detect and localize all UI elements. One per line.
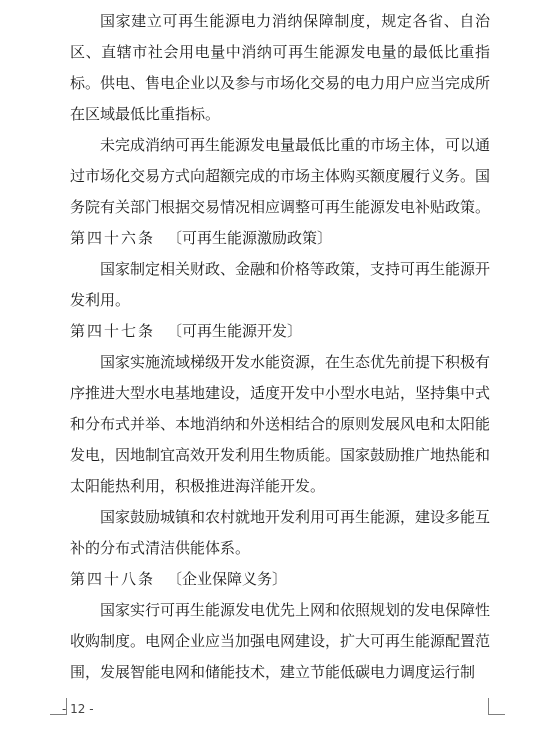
article-number: 第四十七条 bbox=[70, 322, 156, 340]
body-paragraph-4: 国家实施流域梯级开发水能资源，在生态优先前提下积极有序推进大型水电基地建设，适度开发中小型水电站，坚持集中式和分布式并举、本地消纳和外送相结合的原则发展风电和太阳能发电，因地制宜高效开发利用生物质能。国家鼓励推广地热能和太阳能热利用，积极推进海洋能开发。 bbox=[70, 353, 491, 495]
article-number: 第四十六条 bbox=[70, 229, 156, 247]
body-paragraph-3: 国家制定相关财政、金融和价格等政策，支持可再生能源开发利用。 bbox=[70, 260, 491, 309]
article-title: 〔可再生能源激励政策〕 bbox=[167, 229, 333, 247]
article-number: 第四十八条 bbox=[70, 570, 156, 588]
article-title: 〔可再生能源开发〕 bbox=[167, 322, 303, 340]
body-paragraph-5: 国家鼓励城镇和农村就地开发利用可再生能源，建设多能互补的分布式清洁供能体系。 bbox=[70, 508, 491, 557]
article-heading-46 bbox=[70, 223, 490, 254]
article-title: 〔企业保障义务〕 bbox=[167, 570, 288, 588]
body-paragraph-2: 未完成消纳可再生能源发电量最低比重的市场主体，可以通过市场化交易方式向超额完成的市场主体购买额度履行义务。国务院有关部门根据交易情况相应调整可再生能源发电补贴政策。 bbox=[70, 136, 491, 216]
article-heading-48 bbox=[70, 564, 490, 595]
article-heading-47 bbox=[70, 316, 490, 347]
body-paragraph-6: 国家实行可再生能源发电优先上网和依照规划的发电保障性收购制度。电网企业应当加强电网建设，扩大可再生能源配置范围，发展智能电网和储能技术，建立节能低碳电力调度运行制 bbox=[70, 601, 491, 681]
body-paragraph-1: 国家建立可再生能源电力消纳保障制度，规定各省、自治区、直辖市社会用电量中消纳可再生能源发电量的最低比重指标。供电、售电企业以及参与市场化交易的电力用户应当完成所在区域最低比重指标。 bbox=[70, 12, 491, 123]
document-body bbox=[70, 6, 490, 688]
page-number: - 12 - bbox=[62, 702, 94, 716]
crop-mark-right bbox=[488, 698, 505, 715]
